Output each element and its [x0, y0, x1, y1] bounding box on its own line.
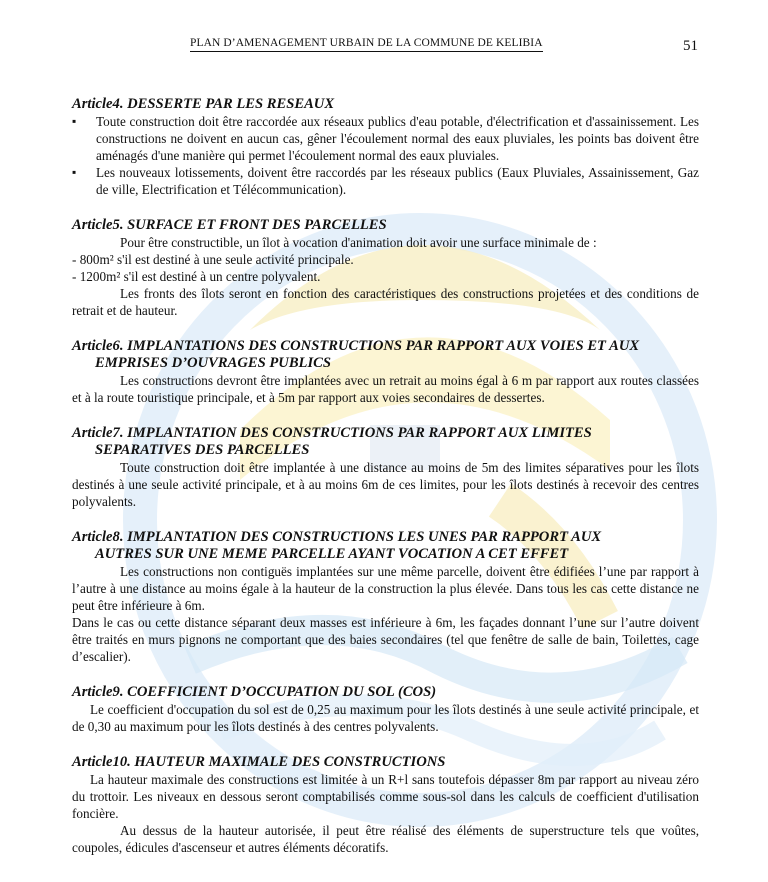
- article-10-text-2: Au dessus de la hauteur autorisée, il peut être réalisé des éléments de superstructure tels que voûtes, coupoles, édicules d'ascenseur et autres éléments décoratifs.: [72, 823, 699, 855]
- article-4-bullet: ▪ Les nouveaux lotissements, doivent être raccordés par les réseaux publics (Eaux Pluviales, Assainissement, Gaz de ville, Electrification et Télécommunication).: [72, 164, 699, 198]
- article-4-bullet: ▪ Toute construction doit être raccordée aux réseaux publics d'eau potable, d'électrification et d'assainissement. Les constructions ne doivent en aucun cas, gêner l'écoulement normal des eaux pluviales, les points bas doivent être aménagés d'une manière qui permet l'écoulement normal des eaux pluviales.: [72, 113, 699, 164]
- article-4-list: [72, 113, 699, 198]
- article-6: [72, 338, 699, 406]
- page-number: 51: [683, 38, 698, 54]
- article-6-heading-line1: Article6. IMPLANTATIONS DES CONSTRUCTIONS PAR RAPPORT AUX VOIES ET AUX: [72, 338, 640, 354]
- article-10-text-1: La hauteur maximale des constructions est limitée à un R+l sans toutefois dépasser 8m par rapport au niveau zéro du trottoir. Les niveaux en dessous seront comptabilisés comme sous-sol dans les calculs de coefficient d'utilisation foncière.: [72, 772, 699, 821]
- article-8-heading: [72, 529, 699, 563]
- article-7: [72, 425, 699, 510]
- article-8-text-2: Dans le cas ou cette distance séparant deux masses est inférieure à 6m, les façades donnant l’une sur l’autre doivent être traités en murs pignons ne comportant que des baies secondaires (tel que fenêtre de salle de bain, Toilettes, cage d’escalier).: [72, 615, 699, 664]
- page-header-title: PLAN D’AMENAGEMENT URBAIN DE LA COMMUNE DE KELIBIA: [190, 37, 543, 52]
- article-10-heading: Article10. HAUTEUR MAXIMALE DES CONSTRUCTIONS: [72, 754, 446, 770]
- article-9-heading: Article9. COEFFICIENT D’OCCUPATION DU SOL (COS): [72, 684, 437, 700]
- article-4-heading: Article4. DESSERTE PAR LES RESEAUX: [72, 96, 335, 112]
- article-6-heading: [72, 338, 699, 372]
- article-8-text-1: Les constructions non contiguës implantées sur une même parcelle, doivent être édifiées l’une par rapport à l’autre à une distance au moins égale à la hauteur de la construction la plus élevée. Dans tous les cas cette distance ne peut être inférieure à 6m.: [72, 564, 699, 613]
- article-9-text: Le coefficient d'occupation du sol est de 0,25 au maximum pour les îlots destinés à une seule activité principale, et de 0,30 au maximum pour les îlots destinés à des centres polyvalents.: [72, 702, 699, 734]
- article-9: [72, 684, 699, 735]
- article-10: [72, 754, 699, 856]
- article-8-heading-line1: Article8. IMPLANTATION DES CONSTRUCTIONS LES UNES PAR RAPPORT AUX: [72, 529, 602, 545]
- article-5-item: - 800m² s'il est destiné à une seule activité principale.: [72, 252, 354, 267]
- article-5-text: Les fronts des îlots seront en fonction des caractéristiques des constructions projetées et des conditions de retrait et de hauteur.: [72, 286, 699, 318]
- article-5-heading: Article5. SURFACE ET FRONT DES PARCELLES: [72, 217, 387, 233]
- article-8-heading-line2: AUTRES SUR UNE MEME PARCELLE AYANT VOCATION A CET EFFET: [95, 546, 569, 562]
- article-7-heading: [72, 425, 699, 459]
- article-6-heading-line2: EMPRISES D’OUVRAGES PUBLICS: [95, 355, 332, 371]
- article-7-heading-line1: Article7. IMPLANTATION DES CONSTRUCTIONS PAR RAPPORT AUX LIMITES: [72, 425, 592, 441]
- article-8: [72, 529, 699, 665]
- document-body: [72, 96, 699, 856]
- article-5-item: - 1200m² s'il est destiné à un centre polyvalent.: [72, 269, 321, 284]
- article-7-text: Toute construction doit être implantée à une distance au moins de 5m des limites séparatives pour les îlots destinés à une seule activité principale, et à au moins 6m de ces limites, pour les îlots destinés à recevoir des centres polyvalents.: [72, 460, 699, 509]
- article-5: [72, 217, 699, 319]
- article-6-text: Les constructions devront être implantées avec un retrait au moins égal à 6 m par rapport aux routes classées et à la route touristique principale, et à 5m par rapport aux voies secondaires de dessertes.: [72, 373, 699, 405]
- article-4: [72, 96, 699, 198]
- article-7-heading-line2: SEPARATIVES DES PARCELLES: [95, 442, 310, 458]
- article-5-intro: Pour être constructible, un îlot à vocation d'animation doit avoir une surface minimale de :: [120, 235, 597, 250]
